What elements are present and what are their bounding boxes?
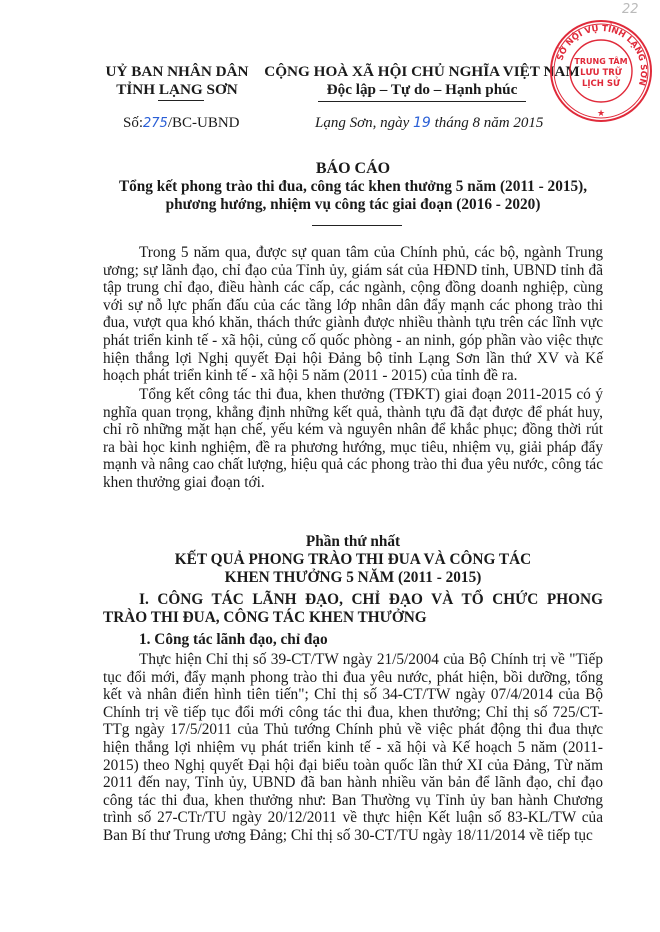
- stamp-star-icon: ★: [596, 109, 606, 119]
- stamp-center-line2: LƯU TRỮ: [580, 68, 622, 78]
- date-day-handwritten: 19: [413, 115, 431, 131]
- intro-paragraph-2: Tổng kết công tác thi đua, khen thưởng (TĐKT) giai đoạn 2011-2015 có ý nghĩa quan trọng, khẳng định những kết quả, thành tựu đã đạt được để phát huy, chỉ rõ những mặt hạn chế, yếu kém và nguyên nhân để khắc phục; đồng thời rút ra bài học kinh nghiệm, đề ra phương hướng, mục tiêu, nhiệm vụ, giải pháp đẩy mạnh và nâng cao chất lượng, hiệu quả các phong trào thi đua yêu nước, công tác khen thưởng giai đoạn tới.: [103, 386, 603, 491]
- report-title-block: [103, 160, 603, 214]
- report-subtitle-line2: phương hướng, nhiệm vụ công tác giai đoạn (2016 - 2020): [165, 196, 541, 213]
- archive-stamp: [548, 18, 654, 124]
- country-name: CỘNG HOÀ XÃ HỘI CHỦ NGHĨA VIỆT NAM: [264, 63, 580, 80]
- corner-handwritten-note: 22: [622, 2, 639, 17]
- leadership-paragraph: Thực hiện Chỉ thị số 39-CT/TW ngày 21/5/2004 của Bộ Chính trị về "Tiếp tục đổi mới, đẩy mạnh phong trào thi đua yêu nước, phát hiện, bồi dưỡng, tổng kết và nhân điển hình tiên tiến"; Chỉ thị số 34-CT/TW ngày 07/4/2014 của Bộ Chính trị về tiếp tục đổi mới công tác thi đua, khen thưởng; Chỉ thị số 725/CT-TTg ngày 17/5/2011 của Thủ tướng Chính phủ về việc phát động thi đua thực hiện thắng lợi nhiệm vụ phát triển kinh tế - xã hội và Kế hoạch 5 năm (2011-2015) theo Nghị quyết Đại hội đại biểu toàn quốc lần thứ XI của Đảng, Từ năm 2011 đến nay, Tỉnh ủy, UBND đã ban hành nhiều văn bản để lãnh đạo, chỉ đạo công tác thi đua, khen thưởng như: Ban Thường vụ Tỉnh ủy ban hành Chương trình số 27-CTr/TU ngày 20/12/2011 về thực hiện Kết luận số 83-KL/TW của Ban Bí thư Trung ương Đảng; Chỉ thị số 30-CT/TU ngày 18/11/2014 về tiếp tục: [103, 651, 603, 844]
- agency-name: UỶ BAN NHÂN DÂN: [105, 63, 249, 80]
- stamp-ring-text: SỞ NỘI VỤ TỈNH LẠNG SƠN: [555, 23, 649, 87]
- stamp-center-line3: LỊCH SỬ: [581, 79, 621, 89]
- part-one-label: Phần thứ nhất: [305, 533, 401, 550]
- doc-number-prefix: Số:: [123, 115, 144, 131]
- agency-province: TỈNH LẠNG SƠN: [116, 81, 238, 98]
- part-one-heading-line2: KHEN THƯỞNG 5 NĂM (2011 - 2015): [224, 569, 482, 586]
- motto-underline: [318, 101, 526, 102]
- stamp-center-line1: TRUNG TÂM: [574, 57, 628, 66]
- document-date: [315, 115, 543, 132]
- part-one-heading-block: [103, 533, 603, 587]
- national-motto: Độc lập – Tự do – Hạnh phúc: [326, 81, 518, 98]
- agency-block: [103, 63, 251, 99]
- subsection-one-heading: 1. Công tác lãnh đạo, chỉ đạo: [139, 631, 328, 648]
- intro-paragraph-1: Trong 5 năm qua, được sự quan tâm của Chính phủ, các bộ, ngành Trung ương; sự lãnh đạo, chỉ đạo của Tỉnh ủy, giám sát của HĐND tỉnh, UBND tỉnh đã tập trung chỉ đạo, điều hành các cấp, các ngành, cộng đồng doanh nghiệp, cùng với sự nỗ lực phấn đấu của các tầng lớp nhân dân đẩy mạnh các phong trào thi đua, vượt qua khó khăn, thách thức giành được nhiều thành tựu trên các lĩnh vực phát triển kinh tế - xã hội, củng cố quốc phòng - an ninh, góp phần vào việc thực hiện thắng lợi Nghị quyết Đại hội Đảng bộ tỉnh Lạng Sơn lần thứ XV và Kế hoạch phát triển kinh tế - xã hội 5 năm (2011 - 2015) của tỉnh đề ra.: [103, 244, 603, 385]
- section-one-heading: I. CÔNG TÁC LÃNH ĐẠO, CHỈ ĐẠO VÀ TỔ CHỨC PHONG TRÀO THI ĐUA, CÔNG TÁC KHEN THƯỞNG: [103, 591, 603, 626]
- title-underline: [312, 225, 402, 226]
- report-subtitle-line1: Tổng kết phong trào thi đua, công tác khen thưởng 5 năm (2011 - 2015),: [118, 178, 588, 195]
- document-number: [123, 115, 240, 132]
- doc-number-handwritten: 275: [143, 116, 168, 131]
- date-suffix: tháng 8 năm 2015: [434, 115, 544, 131]
- part-one-heading-line1: KẾT QUẢ PHONG TRÀO THI ĐUA VÀ CÔNG TÁC: [174, 551, 532, 568]
- report-heading: BÁO CÁO: [315, 160, 391, 177]
- agency-underline: [158, 100, 204, 101]
- national-motto-block: [262, 63, 582, 99]
- doc-number-suffix: /BC-UBND: [167, 115, 240, 131]
- date-prefix: Lạng Sơn, ngày: [315, 115, 410, 131]
